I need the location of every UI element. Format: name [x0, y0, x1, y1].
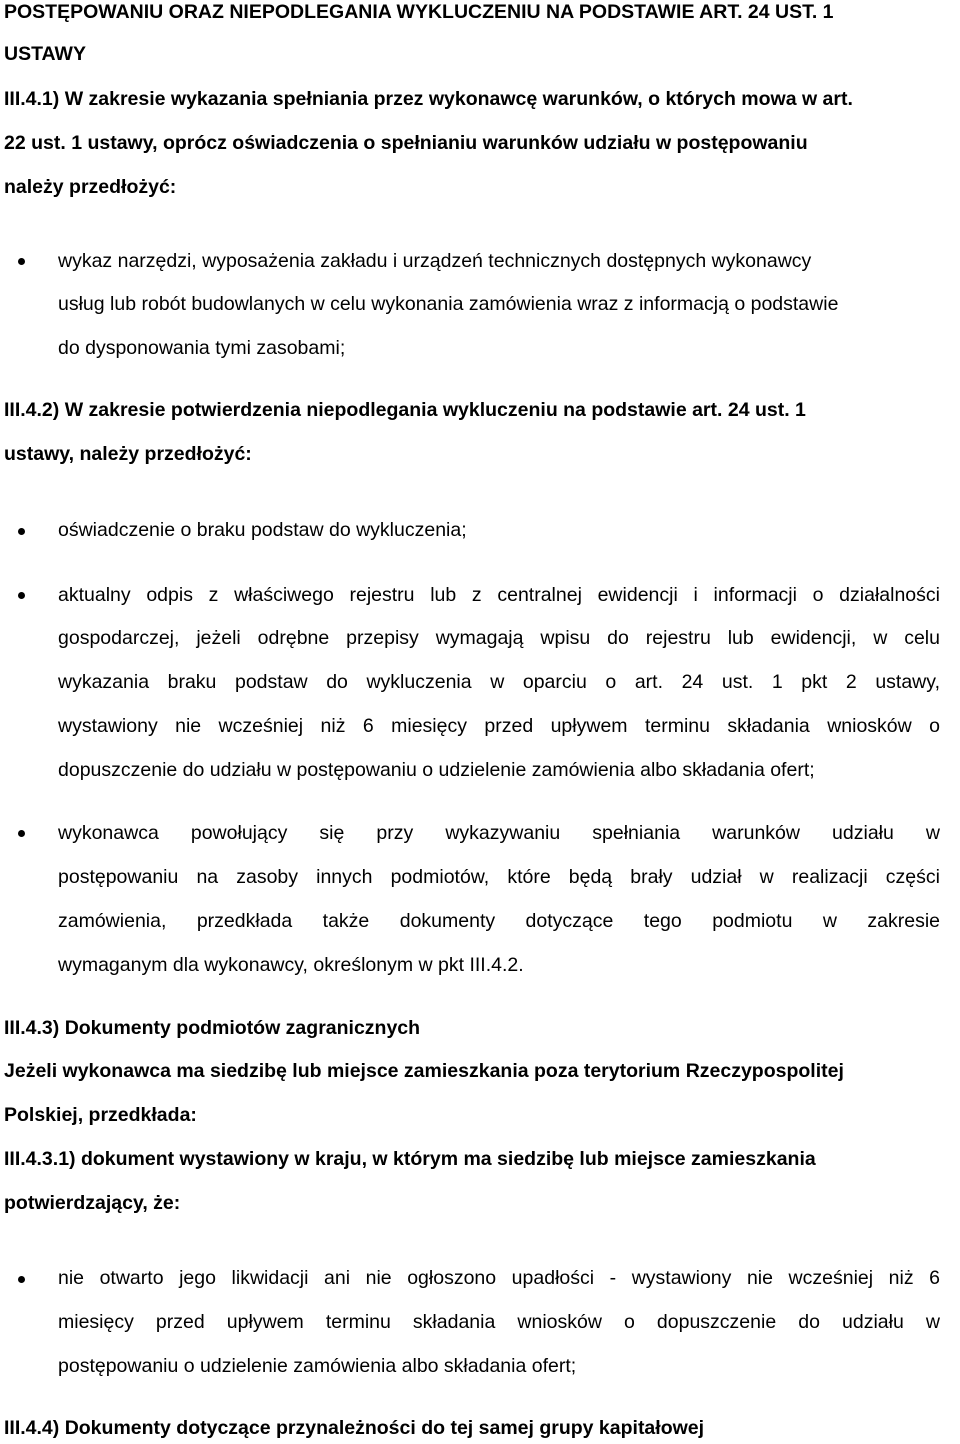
list-item-line: wymaganym dla wykonawcy, określonym w pkt III.4.2.: [58, 954, 524, 976]
section-heading-line: 22 ust. 1 ustawy, oprócz oświadczenia o spełnianiu warunków udziału w postępowaniu: [4, 132, 808, 154]
list-item-line: dopuszczenie do udziału w postępowaniu o udzielenie zamówienia albo składania ofert;: [58, 759, 815, 781]
list-item-line: oświadczenie o braku podstaw do wykluczenia;: [58, 519, 467, 541]
list-item-line: postępowaniu na zasoby innych podmiotów, które będą brały udział w realizacji części: [58, 866, 940, 888]
list-item-line: zamówienia, przedkłada także dokumenty dotyczące tego podmiotu w zakresie: [58, 910, 940, 932]
bullet-icon: [18, 528, 25, 535]
bullet-icon: [18, 258, 25, 265]
list-item-line: nie otwarto jego likwidacji ani nie ogłoszono upadłości - wystawiony nie wcześniej niż 6: [58, 1267, 940, 1289]
subsection-heading-line: potwierdzający, że:: [4, 1192, 181, 1214]
section-heading-line: należy przedłożyć:: [4, 176, 177, 198]
list-item-line: wystawiony nie wcześniej niż 6 miesięcy przed upływem terminu składania wniosków o: [58, 715, 940, 737]
list-item-line: miesięcy przed upływem terminu składania wniosków o dopuszczenie do udziału w: [58, 1311, 940, 1333]
section-heading-line: III.4.1) W zakresie wykazania spełniania przez wykonawcę warunków, o których mowa w art.: [4, 88, 853, 110]
list-item-line: wykazania braku podstaw do wykluczenia w oparciu o art. 24 ust. 1 pkt 2 ustawy,: [58, 671, 940, 693]
list-item-line: usług lub robót budowlanych w celu wykonania zamówienia wraz z informacją o podstawie: [58, 293, 839, 315]
bullet-icon: [18, 592, 25, 599]
section-heading-line: III.4.2) W zakresie potwierdzenia niepodlegania wykluczeniu na podstawie art. 24 ust. 1: [4, 399, 806, 421]
list-item-line: postępowaniu o udzielenie zamówienia albo składania ofert;: [58, 1355, 577, 1377]
heading-line: POSTĘPOWANIU ORAZ NIEPODLEGANIA WYKLUCZENIU NA PODSTAWIE ART. 24 UST. 1: [4, 1, 834, 23]
list-item-line: wykonawca powołujący się przy wykazywaniu spełniania warunków udziału w: [58, 822, 940, 844]
bullet-icon: [18, 1276, 25, 1283]
section-heading-line: ustawy, należy przedłożyć:: [4, 443, 252, 465]
section-text-line: Polskiej, przedkłada:: [4, 1104, 197, 1126]
section-text-line: Jeżeli wykonawca ma siedzibę lub miejsce zamieszkania poza terytorium Rzeczypospolitej: [4, 1060, 844, 1082]
bullet-icon: [18, 830, 25, 837]
list-item-line: gospodarczej, jeżeli odrębne przepisy wymagają wpisu do rejestru lub ewidencji, w celu: [58, 627, 940, 649]
section-heading: III.4.4) Dokumenty dotyczące przynależności do tej samej grupy kapitałowej: [4, 1417, 705, 1439]
list-item-line: do dysponowania tymi zasobami;: [58, 337, 346, 359]
heading-line: USTAWY: [4, 43, 86, 65]
subsection-heading-line: III.4.3.1) dokument wystawiony w kraju, w którym ma siedzibę lub miejsce zamieszkania: [4, 1148, 816, 1170]
section-heading: III.4.3) Dokumenty podmiotów zagranicznych: [4, 1017, 421, 1039]
list-item-line: wykaz narzędzi, wyposażenia zakładu i urządzeń technicznych dostępnych wykonawcy: [58, 250, 812, 272]
list-item-line: aktualny odpis z właściwego rejestru lub z centralnej ewidencji i informacji o działalności: [58, 584, 940, 606]
